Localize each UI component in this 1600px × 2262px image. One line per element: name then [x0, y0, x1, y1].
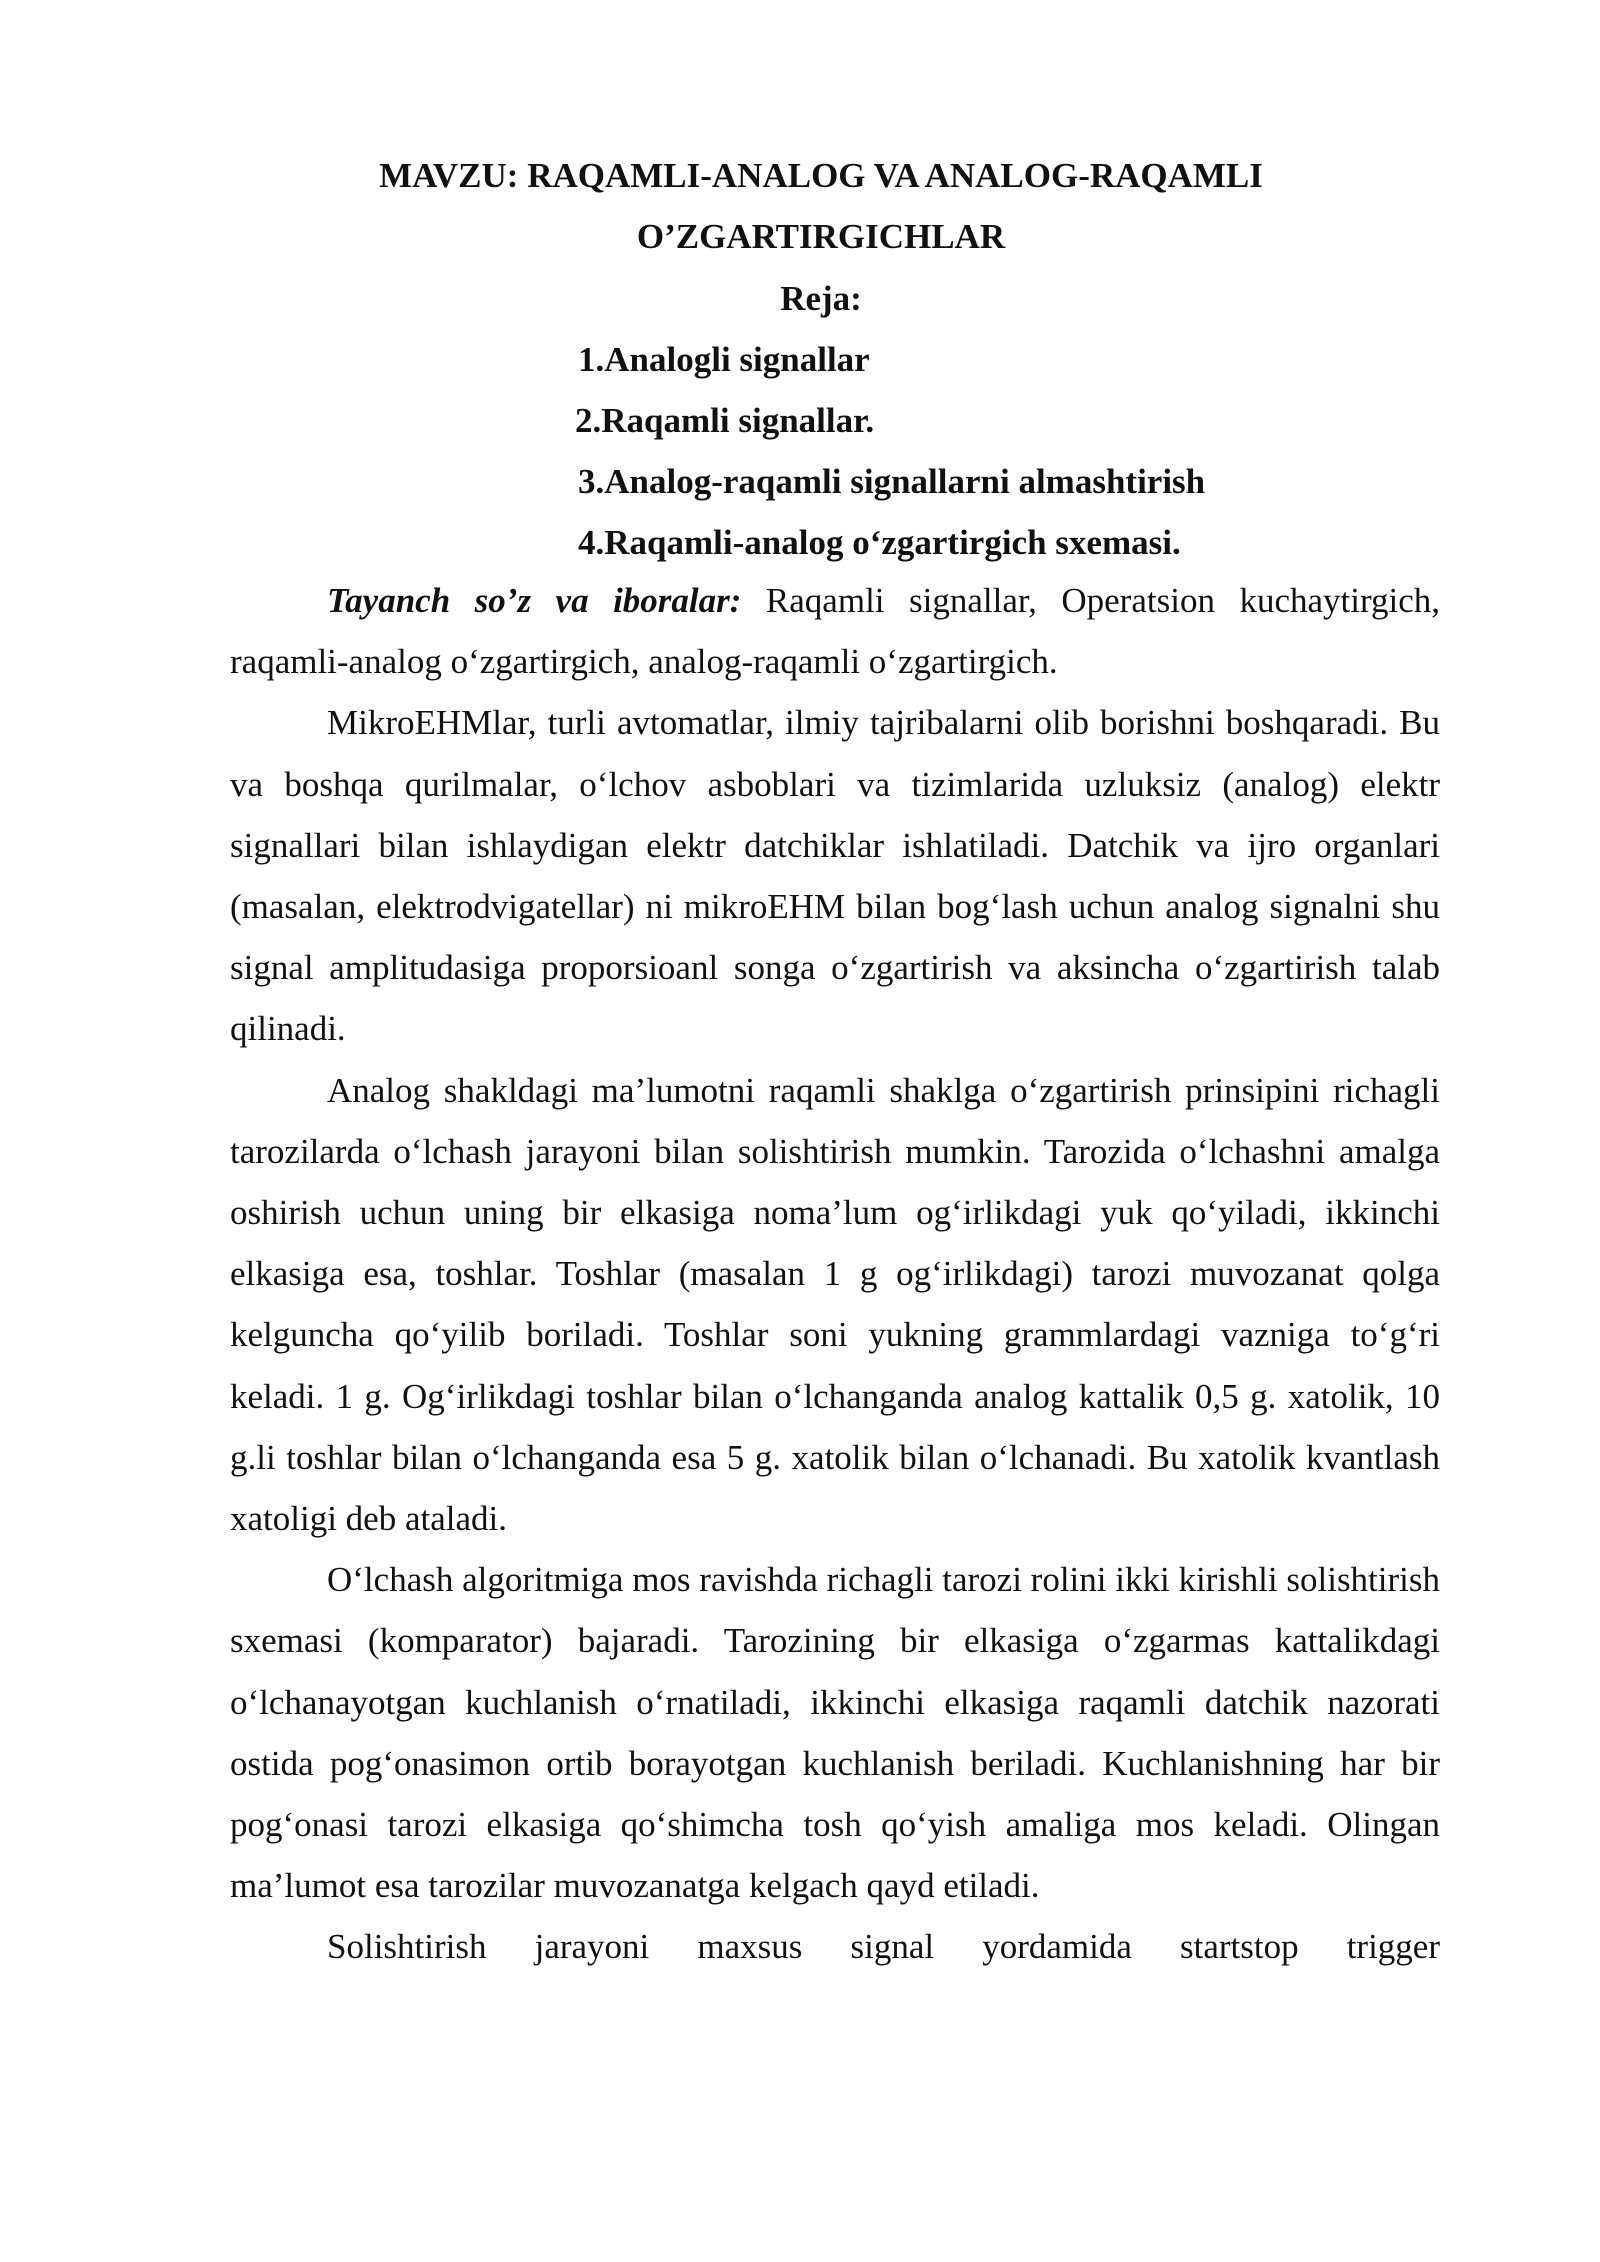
- paragraph-4-first-line: Solishtirish jarayoni maxsus signal yordamida startstop trigger: [327, 1927, 1440, 1967]
- body-text: [230, 570, 1440, 1978]
- paragraph-2: Analog shakldagi ma’lumotni raqamli shaklga o‘zgartirish prinsipini richagli tarozilarda o‘lchash jarayoni bilan solishtirish mumkin. Tarozida o‘lchashni amalga oshirish uchun uning bir elkasiga noma’lum og‘irlikdagi yuk qo‘yiladi, ikkinchi elkasiga esa, toshlar. Toshlar (masalan 1 g og‘irlikdagi) tarozi muvozanat qolga kelguncha qo‘yilib boriladi. Toshlar soni yukning grammlardagi vazniga to‘g‘ri keladi. 1 g. Og‘irlikdagi toshlar bilan o‘lchanganda analog kattalik 0,5 g. xatolik, 10 g.li toshlar bilan o‘lchanganda esa 5 g. xatolik bilan o‘lchanadi. Bu xatolik kvantlash xatoligi deb ataladi.: [230, 1070, 1440, 1539]
- plan-heading: Reja:: [780, 279, 862, 318]
- paragraph-1: MikroEHMlar, turli avtomatlar, ilmiy tajribalarni olib borishni boshqaradi. Bu va boshqa qurilmalar, o‘lchov asboblari va tizimlarida uzluksiz (analog) elektr signallari bilan ishlaydigan elektr datchiklar ishlatiladi. Datchik va ijro organlari (masalan, elektrodvigatellar) ni mikroEHM bilan bog‘lash uchun analog signalni shu signal amplitudasiga proporsioanl songa o‘zgartirish va aksincha o‘zgartirish talab qilinadi.: [230, 703, 1440, 1049]
- plan-item-1: 1.Analogli signallar: [578, 340, 870, 379]
- paragraph-3: O‘lchash algoritmiga mos ravishda richagli tarozi rolini ikki kirishli solishtirish sxemasi (komparator) bajaradi. Tarozining bir elkasiga o‘zgarmas kattalikdagi o‘lchanayotgan kuchlanish o‘rnatiladi, ikkinchi elkasiga raqamli datchik nazorati ostida pog‘onasimon ortib borayotgan kuchlanish beriladi. Kuchlanishning har bir pog‘onasi tarozi elkasiga qo‘shimcha tosh qo‘yish amaliga mos keladi. Olingan ma’lumot esa tarozilar muvozanatga kelgach qayd etiladi.: [230, 1560, 1441, 1906]
- document-title-line-1: MAVZU: RAQAMLI-ANALOG VA ANALOG-RAQAMLI: [379, 156, 1263, 195]
- plan-item-3: 3.Analog-raqamli signallarni almashtirish: [578, 462, 1206, 501]
- plan-item-2: 2.Raqamli signallar.: [575, 401, 875, 440]
- keywords-text: Raqamli signallar, Operatsion kuchaytirgich, raqamli-analog o‘zgartirgich, analog-raqamli o‘zgartirgich.: [230, 581, 1440, 682]
- document-title-line-2: O’ZGARTIRGICHLAR: [636, 217, 1006, 256]
- keywords-label: Tayanch so’z va iboralar:: [327, 581, 742, 620]
- plan-item-4: 4.Raqamli-analog o‘zgartirgich sxemasi.: [578, 523, 1181, 562]
- keywords-paragraph: [230, 570, 1440, 692]
